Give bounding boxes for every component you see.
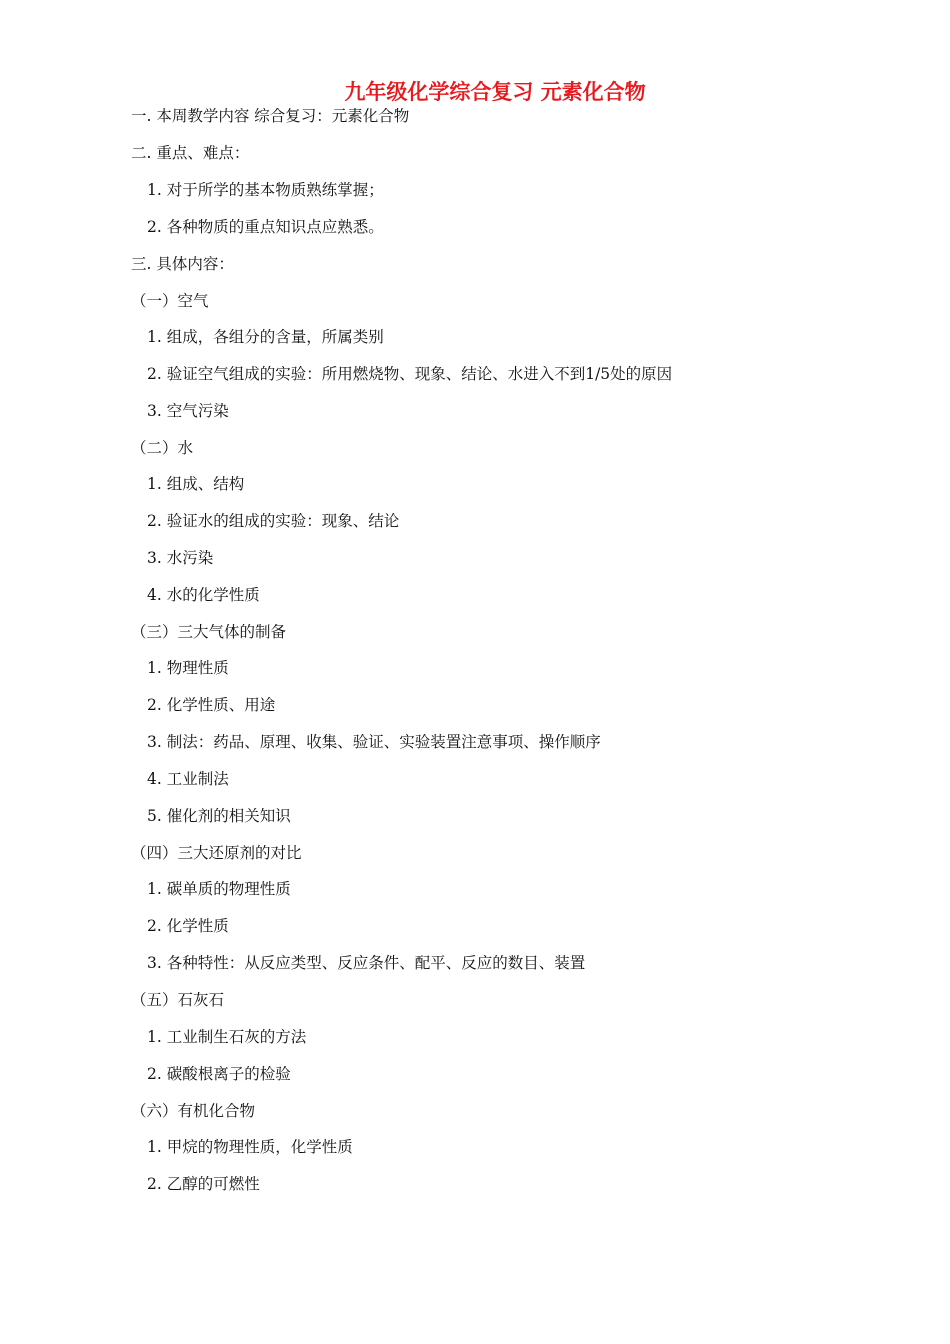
list-item: 1. 物理性质 (147, 659, 229, 677)
section-heading: 一. 本周教学内容 综合复习：元素化合物 (131, 107, 410, 125)
list-item: 5. 催化剂的相关知识 (147, 807, 291, 825)
list-item: 1. 工业制生石灰的方法 (147, 1028, 307, 1046)
list-item: 2. 验证水的组成的实验：现象、结论 (147, 512, 400, 530)
list-item: 1. 碳单质的物理性质 (147, 880, 291, 898)
list-item: 3. 水污染 (147, 549, 214, 567)
list-item: 4. 工业制法 (147, 770, 229, 788)
list-item: 2. 化学性质、用途 (147, 696, 276, 714)
list-item: 1. 组成、结构 (147, 475, 245, 493)
list-item: 3. 制法：药品、原理、收集、验证、实验装置注意事项、操作顺序 (147, 733, 601, 751)
list-item: 2. 各种物质的重点知识点应熟悉。 (147, 218, 384, 236)
list-item: 3. 各种特性：从反应类型、反应条件、配平、反应的数目、装置 (147, 954, 586, 972)
list-item: 1. 对于所学的基本物质熟练掌握； (147, 181, 384, 199)
list-item: 2. 化学性质 (147, 917, 229, 935)
list-item: 4. 水的化学性质 (147, 586, 260, 604)
document-title: 九年级化学综合复习 元素化合物 (344, 79, 646, 104)
list-item: 2. 乙醇的可燃性 (147, 1175, 260, 1193)
section-heading: （五）石灰石 (131, 991, 225, 1009)
section-heading: （二）水 (131, 439, 194, 457)
section-heading: （六）有机化合物 (131, 1102, 256, 1120)
section-heading: （三）三大气体的制备 (131, 623, 287, 641)
list-item: 1. 组成，各组分的含量，所属类别 (147, 328, 384, 346)
section-heading: 三. 具体内容： (131, 255, 234, 273)
list-item: 1. 甲烷的物理性质，化学性质 (147, 1138, 353, 1156)
section-heading: 二. 重点、难点： (131, 144, 250, 162)
section-heading: （一）空气 (131, 292, 209, 310)
list-item: 2. 验证空气组成的实验：所用燃烧物、现象、结论、水进入不到1/5处的原因 (147, 365, 673, 383)
list-item: 3. 空气污染 (147, 402, 229, 420)
section-heading: （四）三大还原剂的对比 (131, 844, 302, 862)
list-item: 2. 碳酸根离子的检验 (147, 1065, 291, 1083)
